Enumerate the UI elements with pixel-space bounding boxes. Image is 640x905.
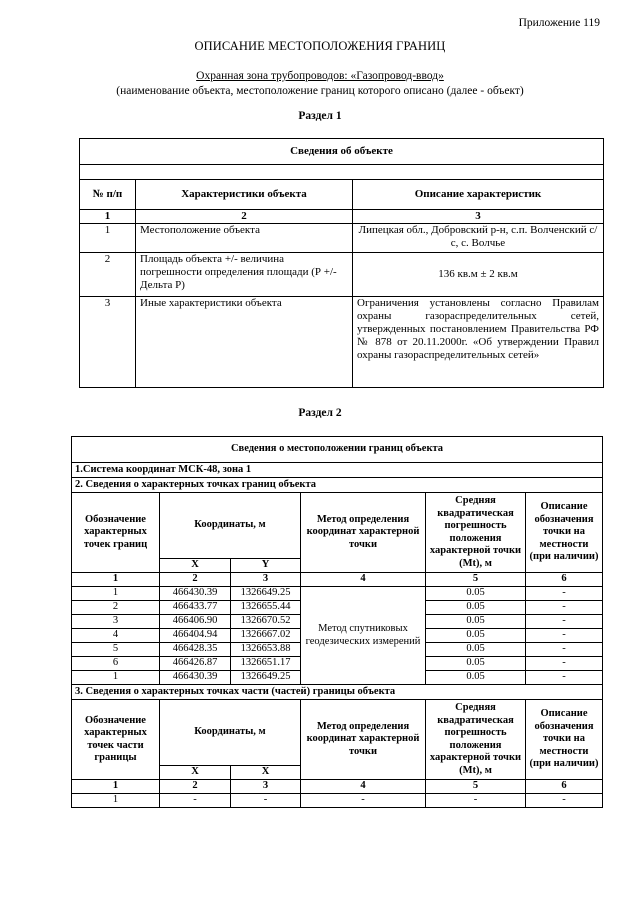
row-characteristic: Иные характеристики объекта [136,297,353,388]
points-section-title: 2. Сведения о характерных точках границ объекта [72,478,603,493]
boundary-table-title: Сведения о местоположении границ объекта [72,437,603,463]
annex-label: Приложение 119 [518,17,600,29]
table-row [72,794,603,808]
col-number: 2 [136,210,353,224]
point-y: 1326649.25 [231,587,301,601]
coord-system: 1.Система координат МСК-48, зона 1 [72,463,603,478]
parts-header-y: X [231,766,301,780]
table-row [80,297,604,388]
header-description: Описание характеристик [353,180,604,210]
header-coordinates: Координаты, м [160,493,301,559]
table-row [80,224,604,253]
part-point-method: - [301,794,426,808]
col-number: 3 [231,573,301,587]
empty-row [80,165,604,180]
object-name-line [0,70,640,82]
point-id: 4 [72,629,160,643]
col-number: 6 [526,780,603,794]
point-y: 1326655.44 [231,601,301,615]
point-mt: 0.05 [426,657,526,671]
parts-section-title: 3. Сведения о характерных точках части (частей) границы объекта [72,685,603,700]
point-id: 2 [72,601,160,615]
point-x: 466404.94 [160,629,231,643]
col-number: 1 [72,780,160,794]
object-info-table-title: Сведения об объекте [80,139,604,165]
point-desc: - [526,615,603,629]
point-y: 1326670.52 [231,615,301,629]
part-point-mt: - [426,794,526,808]
header-point-description: Описание обозначения точки на местности (при наличии) [526,493,603,573]
table-row [80,253,604,297]
point-id: 6 [72,657,160,671]
point-y: 1326651.17 [231,657,301,671]
point-desc: - [526,643,603,657]
header-method: Метод определения координат характерной точки [301,493,426,573]
point-mt: 0.05 [426,671,526,685]
col-number: 5 [426,780,526,794]
point-id: 3 [72,615,160,629]
point-desc: - [526,657,603,671]
object-name: Охранная зона трубопроводов: «Газопровод-ввод» [196,70,444,82]
point-x: 466426.87 [160,657,231,671]
header-num: № п/п [80,180,136,210]
method-value: Метод спутниковых геодезических измерений [301,587,426,685]
col-number: 3 [231,780,301,794]
part-point-y: - [231,794,301,808]
point-desc: - [526,587,603,601]
row-num: 3 [80,297,136,388]
col-number: 4 [301,780,426,794]
point-mt: 0.05 [426,601,526,615]
row-description: 136 кв.м ± 2 кв.м [353,253,604,297]
point-y: 1326667.02 [231,629,301,643]
document-title: ОПИСАНИЕ МЕСТОПОЛОЖЕНИЯ ГРАНИЦ [194,39,446,53]
object-info-table [79,138,604,388]
point-mt: 0.05 [426,629,526,643]
boundary-table [71,436,603,808]
part-point-id: 1 [72,794,160,808]
col-number: 2 [160,573,231,587]
col-number: 1 [72,573,160,587]
point-id: 1 [72,587,160,601]
col-number: 2 [160,780,231,794]
parts-header-method: Метод определения координат характерной точки [301,700,426,780]
row-characteristic: Местоположение объекта [136,224,353,253]
point-desc: - [526,601,603,615]
col-number: 1 [80,210,136,224]
part-point-desc: - [526,794,603,808]
row-num: 2 [80,253,136,297]
header-x: X [160,559,231,573]
row-characteristic: Площадь объекта +/- величина погрешности определения площади (Р +/- Дельта Р) [136,253,353,297]
table-row [72,587,603,601]
parts-header-accuracy: Средняя квадратическая погрешность положения характерной точки (Mt), м [426,700,526,780]
object-name-note: (наименование объекта, местоположение границ которого описано (далее - объект) [116,85,524,97]
header-accuracy: Средняя квадратическая погрешность положения характерной точки (Mt), м [426,493,526,573]
section1-label: Раздел 1 [298,110,342,122]
col-number: 3 [353,210,604,224]
point-mt: 0.05 [426,587,526,601]
point-desc: - [526,629,603,643]
part-point-x: - [160,794,231,808]
point-y: 1326649.25 [231,671,301,685]
col-number: 5 [426,573,526,587]
parts-header-designation: Обозначение характерных точек части границы [72,700,160,780]
row-description: Липецкая обл., Добровский р-н, с.п. Волченский с/с, с. Волчье [353,224,604,253]
point-desc: - [526,671,603,685]
point-id: 1 [72,671,160,685]
point-id: 5 [72,643,160,657]
header-characteristic: Характеристики объекта [136,180,353,210]
row-num: 1 [80,224,136,253]
col-number: 6 [526,573,603,587]
parts-header-coordinates: Координаты, м [160,700,301,766]
header-y: Y [231,559,301,573]
section2-label: Раздел 2 [298,407,342,419]
row-description: Ограничения установлены согласно Правилам охраны газораспределительных сетей, утвержденных постановлением Правительства РФ № 878 от 20.11.2000г. «Об утверждении Правил охраны газораспределительных сетей» [353,297,604,388]
point-x: 466430.39 [160,587,231,601]
point-x: 466406.90 [160,615,231,629]
point-x: 466433.77 [160,601,231,615]
point-x: 466428.35 [160,643,231,657]
point-y: 1326653.88 [231,643,301,657]
col-number: 4 [301,573,426,587]
point-mt: 0.05 [426,643,526,657]
header-designation: Обозначение характерных точек границ [72,493,160,573]
parts-header-x: X [160,766,231,780]
parts-header-point-description: Описание обозначения точки на местности (при наличии) [526,700,603,780]
point-x: 466430.39 [160,671,231,685]
point-mt: 0.05 [426,615,526,629]
